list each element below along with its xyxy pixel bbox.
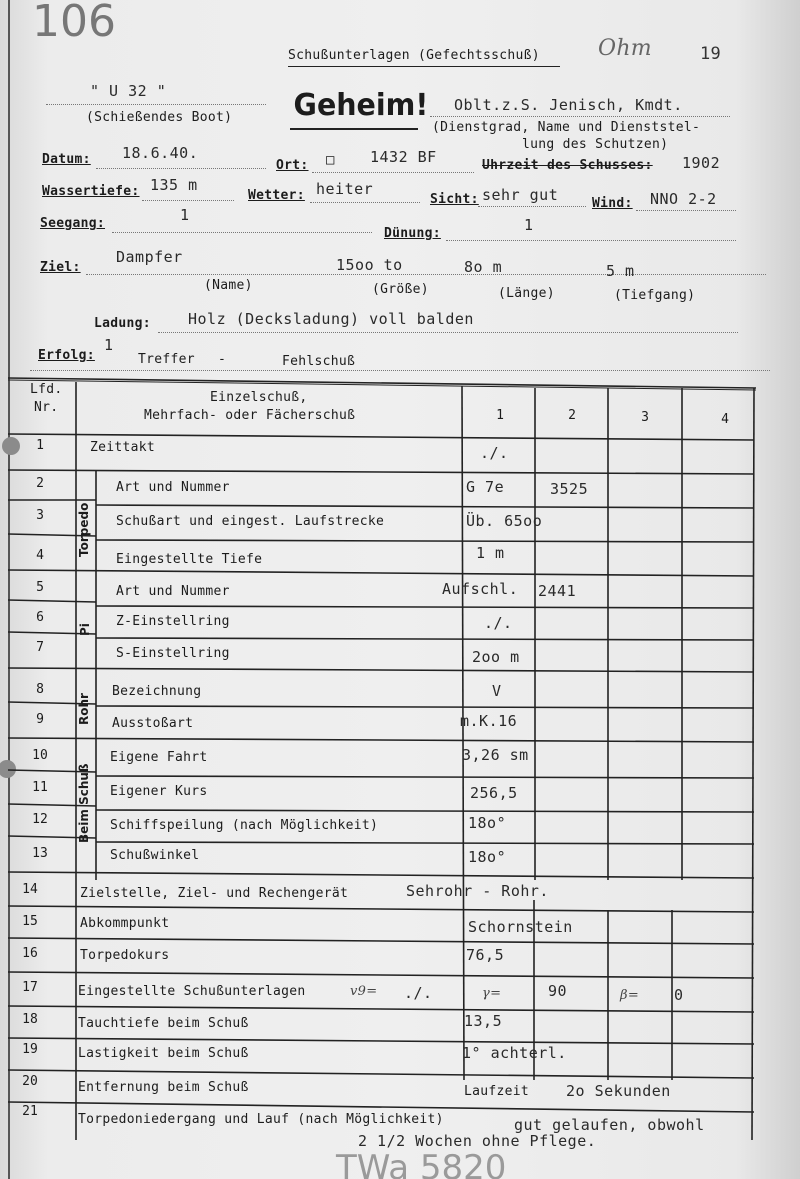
beta-value: 0 xyxy=(674,986,684,1004)
row-number: 9 xyxy=(36,712,44,727)
commander-caption-2: lung des Schutzen) xyxy=(522,137,669,152)
boat-caption: (Schießendes Boot) xyxy=(86,110,233,125)
erfolg-fehlschuss: Fehlschuß xyxy=(282,354,356,369)
group-torpedo: Torpedo xyxy=(77,502,91,557)
row-label: Tauchtiefe beim Schuß xyxy=(78,1016,249,1031)
classification-stamp: Geheim! xyxy=(293,88,429,123)
row-number: 6 xyxy=(36,610,44,625)
row-value-col1: m.K.16 xyxy=(460,712,518,730)
caption-tiefgang: (Tiefgang) xyxy=(614,288,696,303)
ziel-name: Dampfer xyxy=(116,248,183,266)
row-value-col1: 1 m xyxy=(476,544,505,562)
row-number: 14 xyxy=(22,882,38,897)
laufzeit-label: Laufzeit xyxy=(464,1084,530,1099)
row-label: Abkommpunkt xyxy=(80,916,170,931)
row-value-col1: V xyxy=(492,682,502,700)
row-value-col1: 256,5 xyxy=(470,784,518,802)
gamma-value: 90 xyxy=(548,982,568,1000)
row-label: Torpedoniedergang und Lauf (nach Möglichkeit) xyxy=(78,1112,444,1127)
row-label: Eigene Fahrt xyxy=(110,750,208,765)
boat-name: " U 32 " xyxy=(90,82,167,100)
caption-name: (Name) xyxy=(204,278,253,293)
row-label: Torpedokurs xyxy=(80,948,170,963)
form-title: Schußunterlagen (Gefechtsschuß) xyxy=(288,48,540,63)
row-value-col1: ./. xyxy=(484,614,513,632)
row-label: Z-Einstellring xyxy=(116,614,230,629)
row-value: 13,5 xyxy=(464,1012,503,1030)
wetter-value: heiter xyxy=(316,180,374,198)
row-label: Art und Nummer xyxy=(116,584,230,599)
row-value-col1: 3,26 sm xyxy=(462,746,529,764)
row-number: 19 xyxy=(22,1042,38,1057)
gamma-label: γ= xyxy=(482,986,502,1001)
erfolg-treffer-count: 1 xyxy=(104,336,114,354)
ort-label: Ort: xyxy=(276,158,309,173)
initials: Ohm xyxy=(598,36,652,61)
row-label: Schußwinkel xyxy=(110,848,200,863)
column-header-3: 3 xyxy=(641,410,649,425)
ziel-laenge: 8o m xyxy=(464,258,503,276)
group-pi: Pi xyxy=(78,623,92,636)
seegang-label: Seegang: xyxy=(40,216,106,231)
row-label: Zielstelle, Ziel- und Rechengerät xyxy=(80,886,349,901)
row-value: 1° achterl. xyxy=(462,1044,567,1062)
ziel-groesse: 15oo to xyxy=(336,256,403,274)
row-value-line1: gut gelaufen, obwohl xyxy=(514,1116,705,1134)
row-label: Schußart und eingest. Laufstrecke xyxy=(116,514,385,529)
caption-groesse: (Größe) xyxy=(372,282,429,297)
row-number: 3 xyxy=(36,508,44,523)
row-value-col2: 2441 xyxy=(538,582,577,600)
ort-square-icon: □ xyxy=(326,152,335,168)
row-label: Ausstoßart xyxy=(112,716,194,731)
row-number: 5 xyxy=(36,580,44,595)
datum-value: 18.6.40. xyxy=(122,144,199,162)
footer-stamp: TWa 5820 xyxy=(336,1148,507,1179)
row-value-col1: Üb. 65oo xyxy=(466,512,543,530)
row-number: 4 xyxy=(36,548,44,563)
row-number: 11 xyxy=(32,780,48,795)
row-value-line2: 2 1/2 Wochen ohne Pflege. xyxy=(358,1132,597,1150)
commander-value: Oblt.z.S. Jenisch, Kmdt. xyxy=(454,96,683,114)
datum-label: Datum: xyxy=(42,152,91,167)
row-label: Eigener Kurs xyxy=(110,784,208,799)
row-value-col1: 18o° xyxy=(468,848,507,866)
row-number: 20 xyxy=(22,1074,38,1089)
wind-value: NNO 2-2 xyxy=(650,190,717,208)
row-label: S-Einstellring xyxy=(116,646,230,661)
row-number: 15 xyxy=(22,914,38,929)
row-number: 13 xyxy=(32,846,48,861)
row-value: 76,5 xyxy=(466,946,505,964)
v-value: ./. xyxy=(404,984,433,1002)
column-header-1: 1 xyxy=(496,408,504,423)
ziel-tiefgang: 5 m xyxy=(606,262,635,280)
commander-caption: (Dienstgrad, Name und Dienststel- xyxy=(432,120,701,135)
row-number: 10 xyxy=(32,748,48,763)
erfolg-dash: - xyxy=(218,352,227,367)
sicht-value: sehr gut xyxy=(482,186,559,204)
row-number: 1 xyxy=(36,438,44,453)
row-number: 16 xyxy=(22,946,38,961)
ladung-label: Ladung: xyxy=(94,316,151,331)
row-number: 18 xyxy=(22,1012,38,1027)
row-number: 17 xyxy=(22,980,38,995)
seegang-value: 1 xyxy=(180,206,190,224)
wassertiefe-label: Wassertiefe: xyxy=(42,184,140,199)
wind-label: Wind: xyxy=(592,196,633,211)
row-value-col1: ./. xyxy=(480,444,509,462)
column-header-4: 4 xyxy=(721,412,729,427)
v-label: v9= xyxy=(350,984,378,999)
row-number: 7 xyxy=(36,640,44,655)
row-value-col1: G 7e xyxy=(466,478,505,496)
row-value-col2: 3525 xyxy=(550,480,589,498)
row-value: Sehrohr - Rohr. xyxy=(406,882,549,900)
page-marker: 19 xyxy=(700,44,722,64)
ort-value: 1432 BF xyxy=(370,148,437,166)
row-number: 21 xyxy=(22,1104,38,1119)
row-value-col1: 18o° xyxy=(468,814,507,832)
table-head-desc1: Einzelschuß, xyxy=(210,390,308,405)
archive-number: 106 xyxy=(32,0,116,47)
row-value-col1: 2oo m xyxy=(472,648,520,666)
row-label: Schiffspeilung (nach Möglichkeit) xyxy=(110,818,379,833)
laufzeit-value: 2o Sekunden xyxy=(566,1082,671,1100)
wassertiefe-value: 135 m xyxy=(150,176,198,194)
row-number: 12 xyxy=(32,812,48,827)
row-label: Eingestellte Schußunterlagen xyxy=(78,984,306,999)
ladung-value: Holz (Decksladung) voll balden xyxy=(188,310,474,328)
group-rohr: Rohr xyxy=(77,693,91,725)
erfolg-treffer: Treffer xyxy=(138,352,195,367)
erfolg-label: Erfolg: xyxy=(38,348,95,363)
table-head-nr: Nr. xyxy=(34,400,59,415)
row-value-col1: Aufschl. xyxy=(442,580,519,598)
uhrzeit-label: Uhrzeit des Schusses: xyxy=(482,158,653,173)
group-beim-schuss: Beim Schuß xyxy=(77,763,91,843)
caption-laenge: (Länge) xyxy=(498,286,555,301)
row-label: Zeittakt xyxy=(90,440,156,455)
row-label: Bezeichnung xyxy=(112,684,202,699)
row-value: Schornstein xyxy=(468,918,573,936)
column-header-2: 2 xyxy=(568,408,576,423)
duenung-value: 1 xyxy=(524,216,534,234)
uhrzeit-value: 1902 xyxy=(682,154,721,172)
row-number: 2 xyxy=(36,476,44,491)
row-label: Entfernung beim Schuß xyxy=(78,1080,249,1095)
row-label: Lastigkeit beim Schuß xyxy=(78,1046,249,1061)
table-head-lfd: Lfd. xyxy=(30,382,63,397)
row-label: Eingestellte Tiefe xyxy=(116,552,263,567)
wetter-label: Wetter: xyxy=(248,188,305,203)
ziel-label: Ziel: xyxy=(40,260,81,275)
beta-label: β= xyxy=(620,988,640,1003)
sicht-label: Sicht: xyxy=(430,192,479,207)
row-number: 8 xyxy=(36,682,44,697)
duenung-label: Dünung: xyxy=(384,226,441,241)
row-label: Art und Nummer xyxy=(116,480,230,495)
table-head-desc2: Mehrfach- oder Fächerschuß xyxy=(144,408,356,423)
